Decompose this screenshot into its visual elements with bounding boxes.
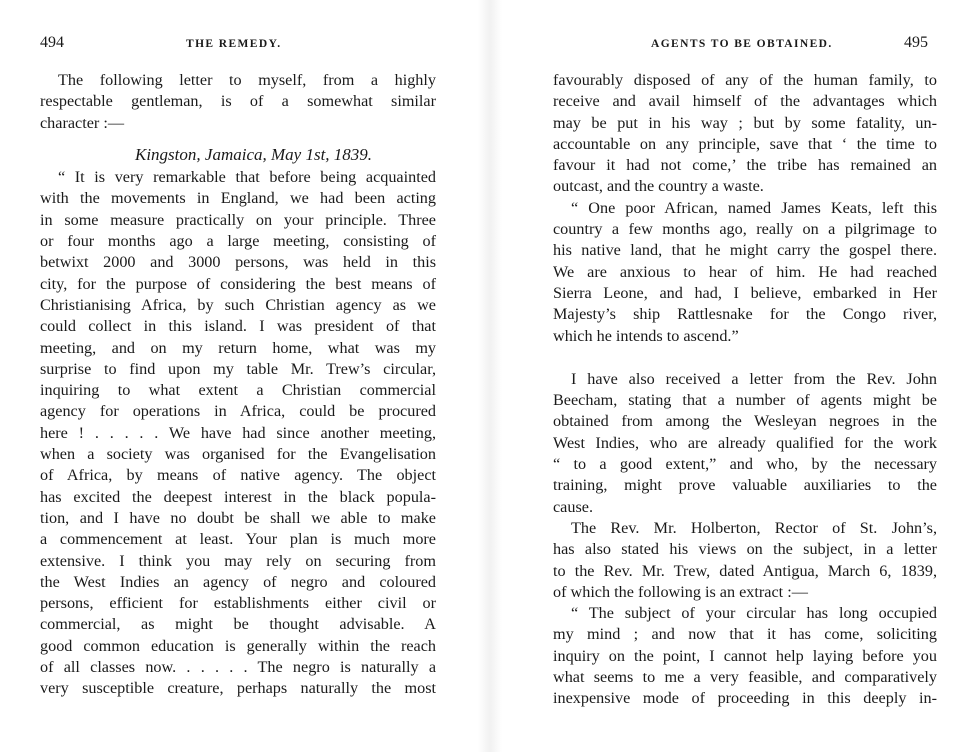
text-line: his native land, that he might carry the gospel there. <box>553 241 937 260</box>
text-line: country a few months ago, really on a pilgrimage to <box>553 220 937 239</box>
text-line: favourably disposed of any of the human family, to <box>553 71 937 89</box>
text-line: to the Rev. Mr. Trew, dated Antigua, March 6, 1839, <box>553 561 937 580</box>
text-line: with the movements in England, we had been acting <box>40 189 436 208</box>
text-line: or four months ago a large meeting, consisting of <box>40 232 436 251</box>
text-line: which he intends to ascend.” <box>553 326 739 345</box>
text-line: betwixt 2000 and 3000 persons, was held in this <box>40 253 436 272</box>
text-line: meeting, and on my return home, what was my <box>40 338 436 357</box>
left-running-head: THE REMEDY. <box>186 38 282 50</box>
left-page-number: 494 <box>40 34 64 51</box>
text-line: outcast, and the country a waste. <box>553 177 764 196</box>
text-line: receive and avail himself of the advantages which <box>553 92 937 111</box>
right-body-text <box>553 70 937 710</box>
text-line: surprise to find upon my table Mr. Trew’s circular, <box>40 359 436 378</box>
text-line: has also stated his views on the subject, in a letter <box>553 540 937 559</box>
text-line: training, might prove valuable auxiliaries to the <box>553 476 937 495</box>
text-line: West Indies, who are already qualified for the work <box>553 433 937 452</box>
text-line: city, for the purpose of considering the best means of <box>40 274 436 293</box>
text-line: could collect in this island. I was president of that <box>40 317 436 336</box>
paragraph-gap <box>553 347 937 369</box>
text-line: good common education is generally within the reach <box>40 636 436 655</box>
text-line: Sierra Leone, and had, I believe, embarked in Her <box>553 283 937 302</box>
text-line: The Rev. Mr. Holberton, Rector of St. John’s, <box>571 518 937 537</box>
text-line: favour it had not come,’ the tribe has remained an <box>553 156 937 175</box>
text-line: cause. <box>553 497 593 516</box>
text-line: Christianising Africa, by such Christian agency as we <box>40 295 436 314</box>
text-line: “ It is very remarkable that before being acquainted <box>58 168 436 187</box>
text-line: respectable gentleman, is of a somewhat similar <box>40 92 436 111</box>
text-line: of which the following is an extract :— <box>553 582 808 601</box>
text-line: Majesty’s ship Rattlesnake for the Congo river, <box>553 305 937 324</box>
text-line: “ to a good extent,” and who, by the necessary <box>553 455 937 474</box>
text-line: of Africa, by means of native agency. The object <box>40 466 436 485</box>
text-line: obtained from among the Wesleyan negroes in the <box>553 412 937 431</box>
text-line: tion, and I have no doubt be shall we able to make <box>40 508 436 527</box>
text-line: commercial, as might be thought advisable. A <box>40 615 436 634</box>
text-line: I have also received a letter from the Rev. John <box>571 369 937 388</box>
text-line: We are anxious to hear of him. He had reached <box>553 262 937 281</box>
text-line: very susceptible creature, perhaps naturally the most <box>40 679 436 698</box>
letter-dateline: Kingston, Jamaica, May 1st, 1839. <box>135 144 373 164</box>
text-line: inquiry on the point, I cannot help laying before you <box>553 646 937 665</box>
right-running-head: AGENTS TO BE OBTAINED. <box>651 38 833 50</box>
text-line: extensive. I think you may rely on securing from <box>40 551 436 570</box>
text-line: what seems to me a very feasible, and comparatively <box>553 668 937 687</box>
right-page-number: 495 <box>904 34 928 51</box>
text-line: of all classes now. . . . . . The negro is naturally a <box>40 658 436 677</box>
text-line: inquiring to what extent a Christian commercial <box>40 381 436 400</box>
text-line: persons, efficient for establishments either civil or <box>40 594 436 613</box>
text-line: inexpensive mode of proceeding in this deeply in- <box>553 689 937 708</box>
text-line: my mind ; and now that it has come, soliciting <box>553 625 937 644</box>
text-line: a commencement at least. Your plan is much more <box>40 530 436 549</box>
text-line: agency for operations in Africa, could be procured <box>40 402 436 421</box>
text-line: when a society was organised for the Evangelisation <box>40 445 436 464</box>
text-line: the West Indies an agency of negro and coloured <box>40 572 436 591</box>
text-line: character :— <box>40 113 125 132</box>
text-line: may be put in his way ; but by some fatality, un- <box>553 113 937 132</box>
text-line: in some measure practically on your principle. Three <box>40 210 436 229</box>
text-line: has excited the deepest interest in the black popula- <box>40 487 436 506</box>
text-line: Beecham, stating that a number of agents might be <box>553 391 937 410</box>
left-body-text <box>40 70 436 700</box>
text-line: “ The subject of your circular has long occupied <box>571 604 937 623</box>
text-line: here ! . . . . . We have had since another meeting, <box>40 423 436 442</box>
text-line: The following letter to myself, from a highly <box>58 71 436 89</box>
text-line: “ One poor African, named James Keats, left this <box>571 198 937 217</box>
right-page <box>490 0 980 752</box>
text-line: accountable on any principle, save that ‘ the time to <box>553 134 937 153</box>
